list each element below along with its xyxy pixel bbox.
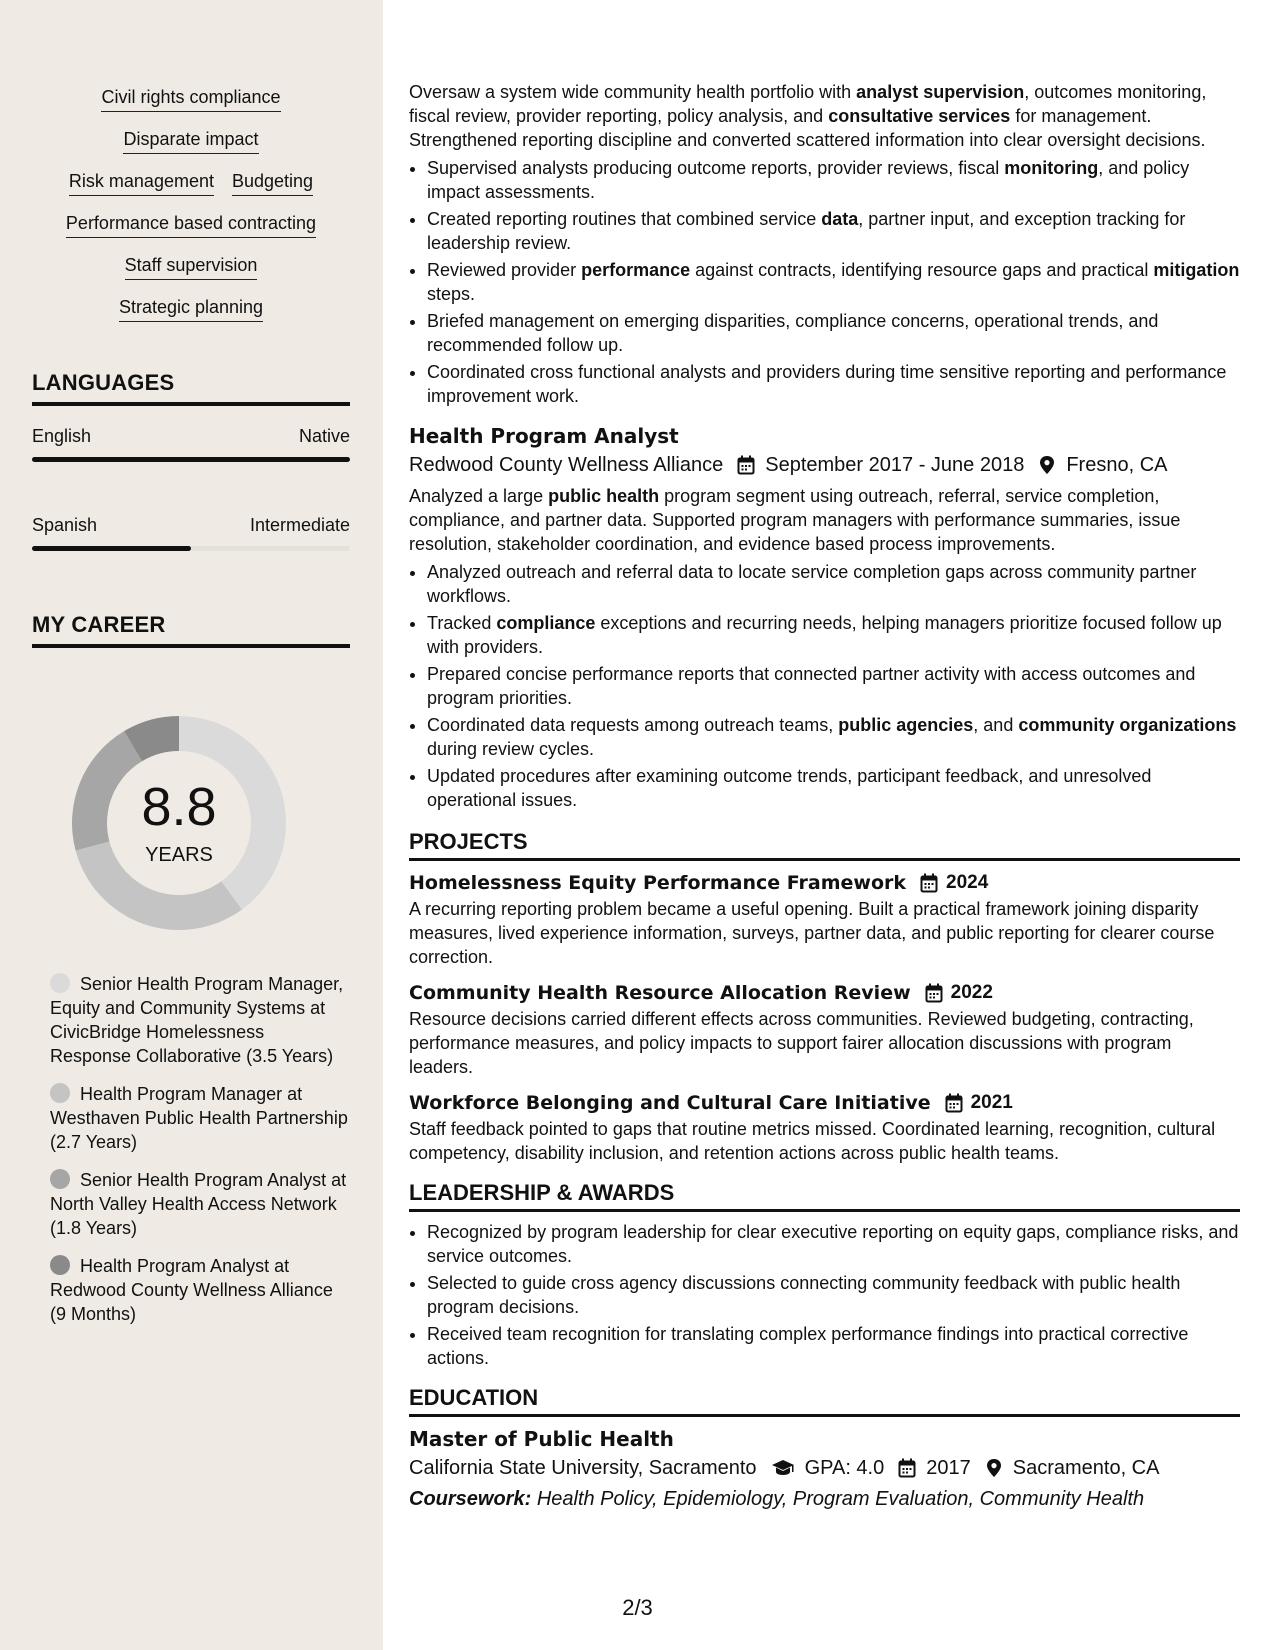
education-heading: EDUCATION [409,1386,1240,1417]
emphasized-text: community organizations [1018,715,1237,735]
language-proficiency-bar [32,546,350,551]
skill-row [32,128,350,154]
calendar-icon [920,873,938,893]
project-item [409,1089,1240,1165]
career-legend-item [50,972,350,1068]
award-item: • Received team recognition for translating complex performance findings into practical corrective actions. [427,1322,1240,1370]
language-level: Intermediate [249,515,350,535]
achievement-bullet [427,560,1240,608]
skill-tag: Budgeting [232,170,313,196]
skill-tag: Performance based contracting [66,212,316,238]
achievement-bullet [427,309,1240,357]
emphasized-text: analyst supervision [856,82,1025,102]
calendar-icon [945,1093,963,1113]
text-run: Prepared concise performance reports that connected partner activity with access outcomes and program priorities. [427,664,1196,708]
education-gpa: GPA: 4.0 [804,1457,885,1479]
text-run: Updated procedures after examining outcome trends, participant feedback, and unresolved operational issues. [427,766,1152,810]
language-name: English [32,426,92,446]
awards-heading: LEADERSHIP & AWARDS [409,1181,1240,1212]
project-header [409,1089,1240,1117]
text-run: Reviewed provider [427,260,582,280]
skill-row [32,296,350,322]
skill-row [32,254,350,280]
legend-dot-icon [50,1083,70,1103]
job-company: Redwood County Wellness Alliance [409,454,724,476]
text-run: Tracked [427,613,497,633]
text-run: Coordinated data requests among outreach teams, [427,715,839,735]
text-run: , outcomes monitoring, fiscal review, provider reporting, policy analysis, and [409,82,1207,126]
achievement-bullet [427,764,1240,812]
education-location: Sacramento, CA [1012,1457,1160,1479]
text-run: steps. [427,284,476,304]
skill-tag: Staff supervision [125,254,258,280]
project-year: 2021 [970,1092,1013,1113]
text-run: , and [973,715,1019,735]
project-year: 2022 [950,982,993,1003]
text-run: , partner input, and exception tracking for leadership review. [427,209,1186,253]
education-year: 2017 [926,1457,971,1479]
achievement-bullet [427,713,1240,761]
education-meta [409,1453,1240,1483]
job-location: Fresno, CA [1066,454,1168,476]
skills-list [32,86,350,338]
text-run: Supervised analysts producing outcome reports, provider reviews, fiscal [427,158,1005,178]
language-item-english [32,426,350,462]
location-pin-icon [1038,455,1056,475]
calendar-icon [925,983,943,1003]
achievement-bullet [427,360,1240,408]
page-number: 2/3 [622,1595,653,1620]
skill-tag: Risk management [69,170,214,196]
project-title: Community Health Resource Allocation Review [409,982,911,1004]
career-donut-chart [67,711,291,935]
project-description: A recurring reporting problem became a useful opening. Built a practical framework joining disparity measures, lived experience information, surveys, partner data, and public reporting for clearer course correction. [409,899,1215,967]
education-school: California State University, Sacramento [409,1457,757,1479]
text-run: , and policy impact assessments. [427,158,1190,202]
project-header [409,869,1240,897]
project-item [409,979,1240,1079]
project-title: Workforce Belonging and Cultural Care Initiative [409,1092,931,1114]
education-coursework [409,1487,1240,1511]
text-run: Oversaw a system wide community health portfolio with [409,82,857,102]
text-run: during review cycles. [427,739,595,759]
calendar-icon [898,1458,916,1478]
career-legend-item [50,1254,350,1326]
sidebar [0,0,383,1650]
award-item: • Recognized by program leadership for clear executive reporting on equity gaps, compliance risks, and service outcomes. [427,1220,1240,1268]
career-legend-label: Senior Health Program Analyst at North Valley Health Access Network (1.8 Years) [50,1170,347,1238]
text-run: Coordinated cross functional analysts and providers during time sensitive reporting and performance improvement work. [427,362,1227,406]
project-title: Homelessness Equity Performance Framework [409,872,907,894]
text-run: Analyzed outreach and referral data to locate service completion gaps across community partner workflows. [427,562,1197,606]
legend-dot-icon [50,973,70,993]
emphasized-text: public health [548,486,660,506]
language-proficiency-fill [32,457,350,462]
skill-tag: Civil rights compliance [101,86,280,112]
coursework-list: Health Policy, Epidemiology, Program Evaluation, Community Health [536,1488,1145,1510]
main-content [409,80,1240,1511]
project-year: 2024 [946,872,989,893]
text-run: Briefed management on emerging disparities, compliance concerns, operational trends, and recommended follow up. [427,311,1159,355]
emphasized-text: consultative services [828,106,1011,126]
language-name: Spanish [32,515,98,535]
text-run: against contracts, identifying resource gaps and practical [690,260,1154,280]
skill-row [32,212,350,238]
language-proficiency-bar [32,457,350,462]
career-heading: MY CAREER [32,612,350,648]
job-bullets [409,560,1240,812]
projects-list [409,869,1240,1165]
calendar-icon [737,455,755,475]
previous-job-summary [409,80,1240,152]
skill-tag: Disparate impact [123,128,258,154]
language-proficiency-fill [32,546,191,551]
project-description: Resource decisions carried different effects across communities. Reviewed budgeting, contracting, performance measures, and policy impacts to support fairer allocation discussions with program leaders. [409,1009,1194,1077]
job-summary [409,484,1240,556]
project-item [409,869,1240,969]
emphasized-text: performance [581,260,691,280]
career-total-value: 8.8 [141,777,217,837]
emphasized-text: public agencies [838,715,974,735]
language-item-spanish [32,515,350,551]
job-title: Health Program Analyst [409,424,679,448]
text-run: exceptions and recurring needs, helping managers prioritize focused follow up with providers. [427,613,1222,657]
emphasized-text: data [821,209,859,229]
job-meta [409,450,1240,480]
job-dates: September 2017 - June 2018 [765,454,1025,476]
project-description: Staff feedback pointed to gaps that routine metrics missed. Coordinated learning, recognition, cultural competency, disability inclusion, and retention actions across public health teams. [409,1119,1216,1163]
achievement-bullet [427,258,1240,306]
skill-row [32,86,350,112]
achievement-bullet [427,662,1240,710]
award-item: • Selected to guide cross agency discussions connecting community feedback with public health program decisions. [427,1271,1240,1319]
emphasized-text: monitoring [1004,158,1099,178]
career-legend-label: Senior Health Program Manager, Equity and Community Systems at CivicBridge Homelessness Response Collaborative (3.5 Years) [50,974,344,1066]
career-legend [50,972,350,1340]
project-header [409,979,1240,1007]
legend-dot-icon [50,1169,70,1189]
previous-job-bullets [409,156,1240,408]
text-run: Created reporting routines that combined service [427,209,822,229]
skill-tag: Strategic planning [119,296,263,322]
text-run: for management. Strengthened reporting discipline and converted scattered information into clear oversight decisions. [409,106,1206,150]
achievement-bullet [427,207,1240,255]
career-legend-label: Health Program Manager at Westhaven Public Health Partnership (2.7 Years) [50,1084,348,1152]
languages-heading: LANGUAGES [32,370,350,406]
graduation-cap-icon [771,1458,795,1478]
language-level: Native [298,426,350,446]
skill-row [32,170,350,196]
legend-dot-icon [50,1255,70,1275]
achievement-bullet [427,611,1240,659]
career-legend-item [50,1168,350,1240]
location-pin-icon [985,1458,1003,1478]
achievement-bullet [427,156,1240,204]
career-legend-label: Health Program Analyst at Redwood County Wellness Alliance (9 Months) [50,1256,333,1324]
career-donut-segment-3 [72,731,142,850]
career-total-unit: YEARS [145,844,213,866]
coursework-label: Coursework: [409,1488,532,1510]
awards-list [409,1220,1240,1370]
projects-heading: PROJECTS [409,830,1240,861]
education-degree: Master of Public Health [409,1427,674,1451]
career-legend-item [50,1082,350,1154]
text-run: Analyzed a large [409,486,549,506]
emphasized-text: mitigation [1153,260,1240,280]
emphasized-text: compliance [496,613,596,633]
text-run: program segment using outreach, referral, service completion, compliance, and partner data. Supported program managers with performance summaries, issue resolution, stakeholder coordination, and evidence based process improvements. [409,486,1181,554]
